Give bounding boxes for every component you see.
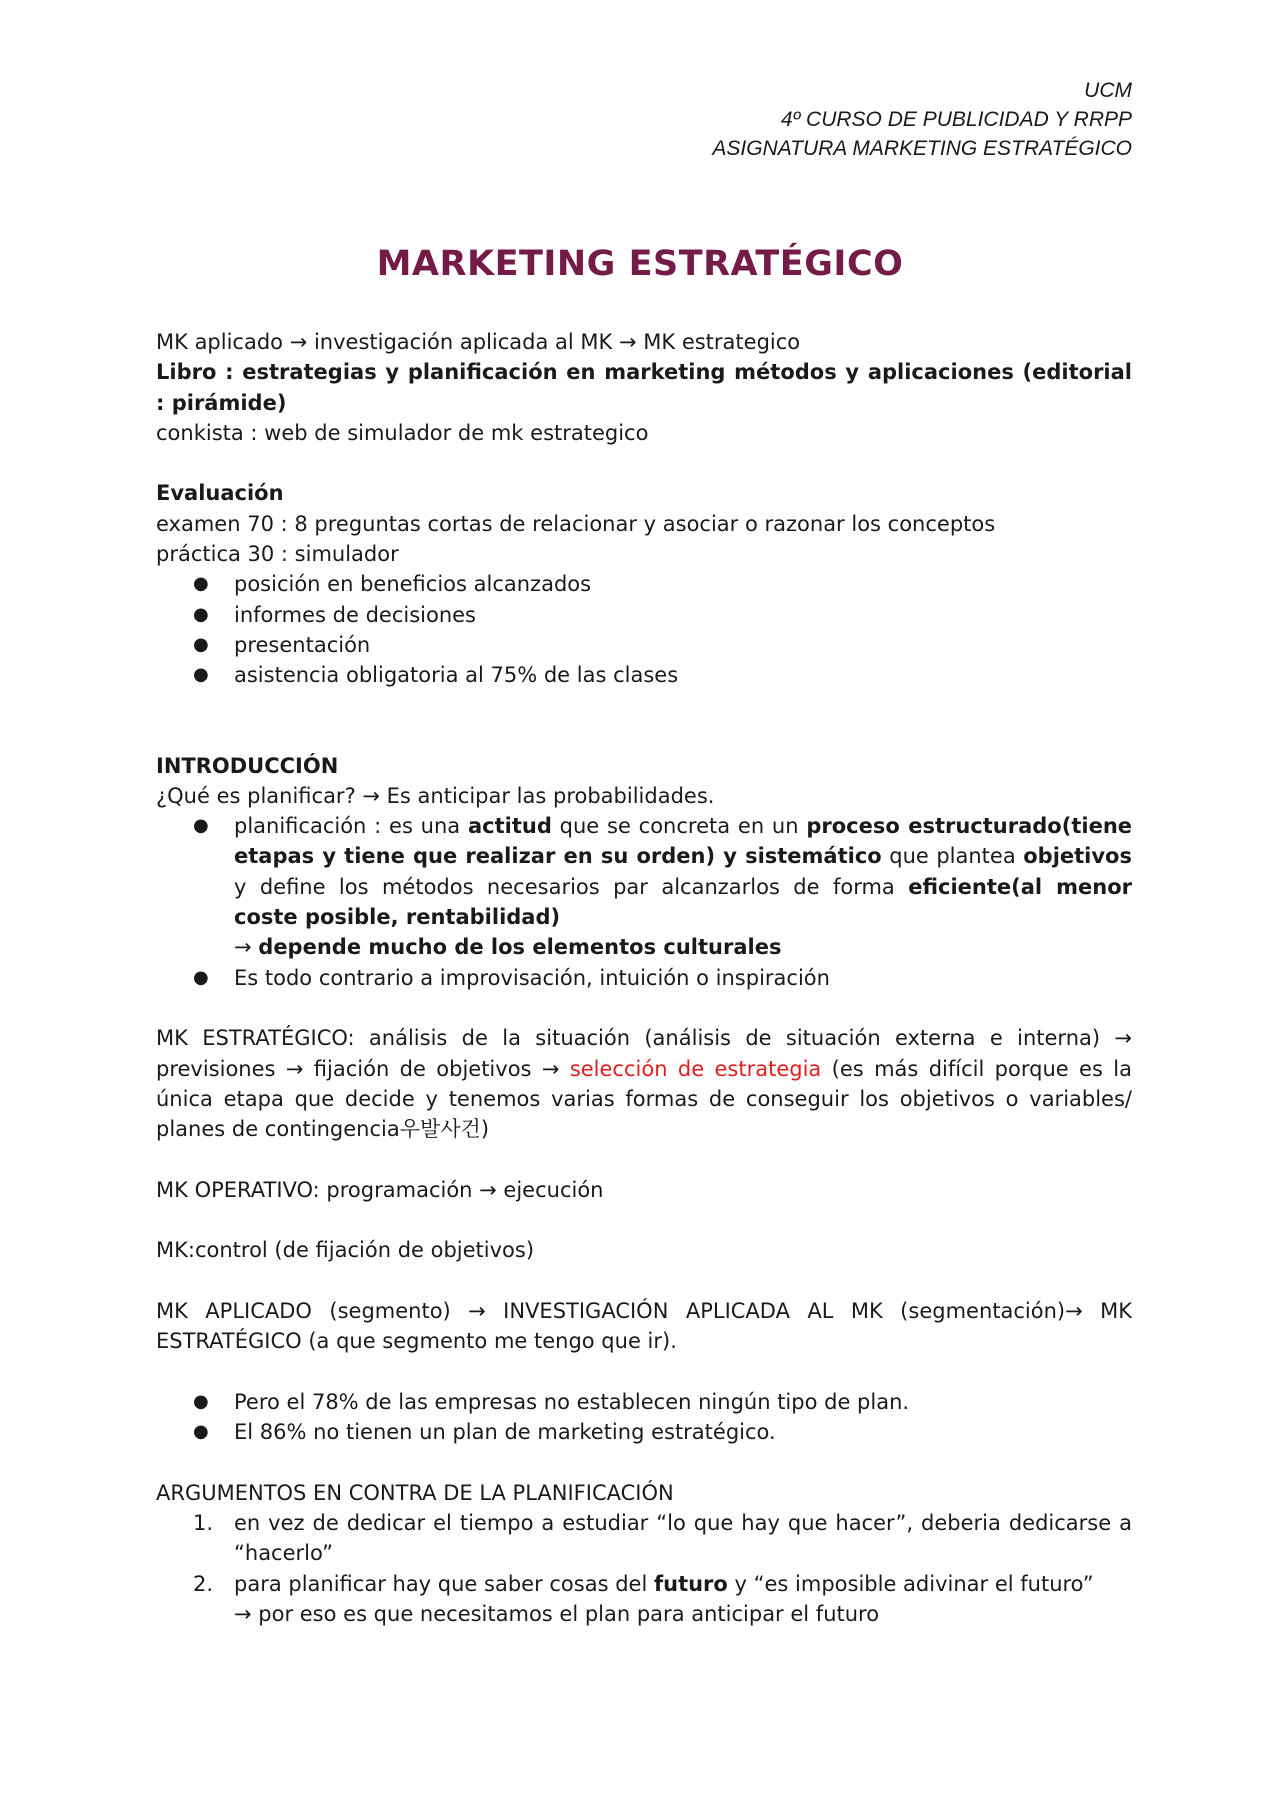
planning-list [156,811,1132,993]
simulator-reference: conkista : web de simulador de mk estrategico [156,420,649,445]
arguments-list [156,1508,1132,1629]
course-header [712,76,1132,163]
mk-aplicado-paragraph: MK APLICADO (segmento) → INVESTIGACIÓN APLICADA AL MK (segmentación)→ MK ESTRATÉGICO (a que segmento me tengo que ir). [156,1298,1132,1354]
bullet-icon: ● [193,815,209,837]
mk-estrategico-paragraph: MK ESTRATÉGICO: análisis de la situación (análisis de situación externa e interna) → previsiones → fijación de objetivos → selección de estrategia (es más difícil porque es la única etapa que decide y tenemos varias formas de conseguir los objetivos o variables/ planes de contingencia우발사건) [156,1026,1132,1142]
bullet-icon: ● [193,603,209,625]
bullet-icon: ● [193,633,209,655]
list-item: ● Es todo contrario a improvisación, intuición o inspiración [156,963,1132,993]
list-item: 1. en vez de dedicar el tiempo a estudiar “lo que hay que hacer”, deberia dedicarse a “hacerlo” [193,1510,1132,1566]
planning-question: ¿Qué es planificar? → Es anticipar las probabilidades. [156,783,715,808]
document-title: MARKETING ESTRATÉGICO [376,244,904,284]
header-subject: ASIGNATURA MARKETING ESTRATÉGICO [712,137,1132,160]
arguments-heading: ARGUMENTOS EN CONTRA DE LA PLANIFICACIÓN [156,1480,674,1505]
list-item: ● planificación : es una actitud que se concreta en un proceso estructurado(tiene etapas y tiene que realizar en su orden) y sistemático que plantea objetivos y define los métodos necesarios par alcanzarlos de forma eficiente(al menor coste posible, rentabilidad) → depende mucho de los elementos culturales [156,811,1132,962]
intro-line: MK aplicado → investigación aplicada al MK → MK estrategico [156,330,801,354]
book-reference: Libro : estrategias y planificación en marketing métodos y aplicaciones (editorial : pirámide) [156,360,1132,415]
list-item: 2. para planificar hay que saber cosas del futuro y “es imposible adivinar el futuro” → por eso es que necesitamos el plan para anticipar el futuro [193,1571,1094,1626]
bullet-icon: ● [193,664,209,686]
introduction-heading: INTRODUCCIÓN [156,753,339,778]
list-item: ● asistencia obligatoria al 75% de las clases [156,660,1132,690]
mk-operativo-paragraph: MK OPERATIVO: programación → ejecución [156,1177,604,1202]
practice-weight: práctica 30 : simulador [156,542,399,567]
list-item: ● posición en beneficios alcanzados [156,569,1132,599]
list-item: ● informes de decisiones [156,600,1132,630]
list-item: ● Pero el 78% de las empresas no establecen ningún tipo de plan. [156,1387,1132,1417]
list-item: ● El 86% no tienen un plan de marketing estratégico. [156,1417,1132,1447]
exam-weight: examen 70 : 8 preguntas cortas de relacionar y asociar o razonar los conceptos [156,511,996,536]
evaluation-heading: Evaluación [156,481,284,506]
bullet-icon: ● [193,1390,209,1412]
bullet-icon: ● [193,966,209,988]
mk-control-paragraph: MK:control (de fijación de objetivos) [156,1238,535,1263]
header-university: UCM [1084,79,1132,102]
bullet-icon: ● [193,1421,209,1443]
stats-list [156,1387,1132,1448]
list-item: ● presentación [156,630,1132,660]
header-course: 4º CURSO DE PUBLICIDAD Y RRPP [780,108,1132,131]
bullet-icon: ● [193,573,209,595]
highlighted-term: selección de estrategia [569,1056,822,1081]
evaluation-list [156,569,1132,690]
document-body [156,327,1132,1629]
